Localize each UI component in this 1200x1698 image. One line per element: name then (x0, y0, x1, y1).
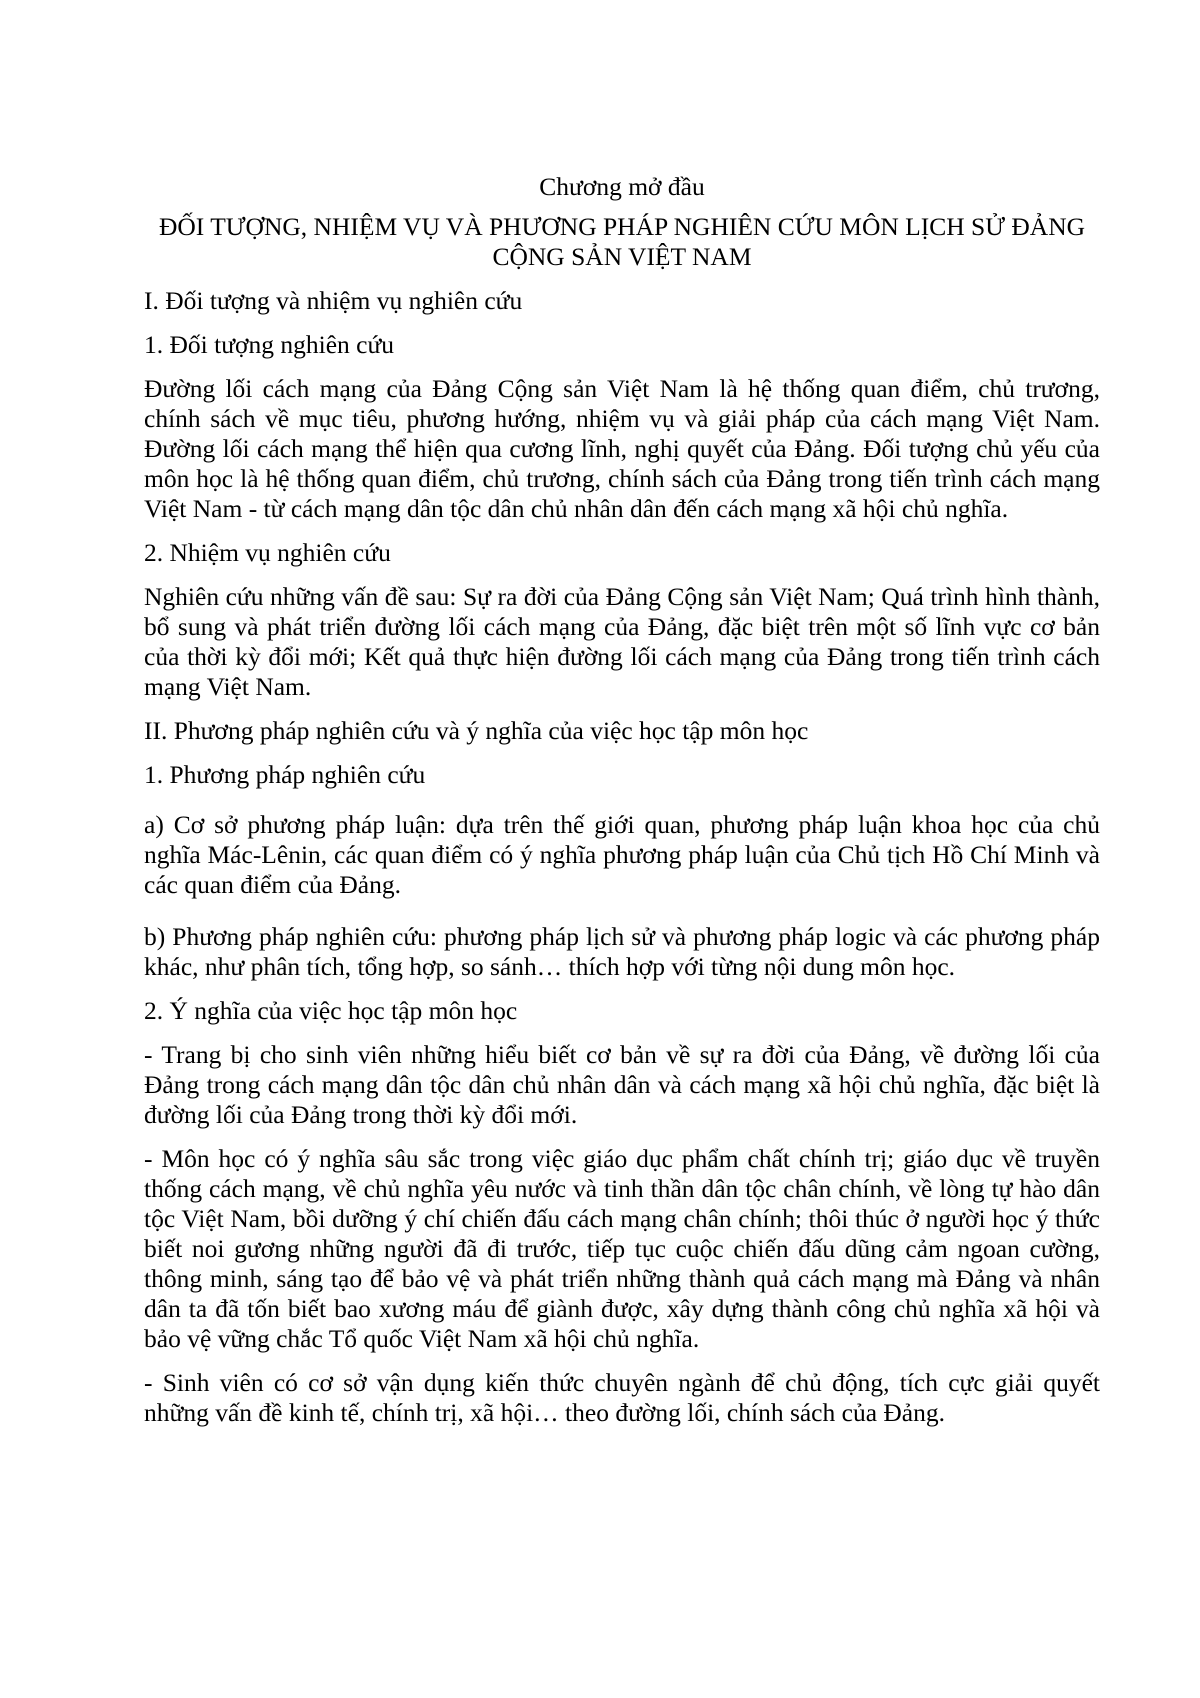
section-heading-methods-significance: II. Phương pháp nghiên cứu và ý nghĩa của việc học tập môn học (144, 716, 809, 745)
chapter-title-line-2: CỘNG SẢN VIỆT NAM (492, 242, 752, 271)
paragraph-significance-item-1: - Trang bị cho sinh viên những hiểu biết cơ bản về sự ra đời của Đảng, về đường lối của Đảng trong cách mạng dân tộc dân chủ nhân dân và cách mạng xã hội chủ nghĩa, đặc biệt là đường lối của Đảng trong thời kỳ đổi mới. (144, 1040, 1100, 1129)
subheading-research-tasks: 2. Nhiệm vụ nghiên cứu (144, 538, 391, 567)
subheading-study-significance: 2. Ý nghĩa của việc học tập môn học (144, 996, 518, 1025)
paragraph-methodology-basis: a) Cơ sở phương pháp luận: dựa trên thế giới quan, phương pháp luận khoa học của chủ nghĩa Mác-Lênin, các quan điểm có ý nghĩa phương pháp luận của Chủ tịch Hồ Chí Minh và các quan điểm của Đảng. (144, 810, 1100, 899)
paragraph-significance-item-3: - Sinh viên có cơ sở vận dụng kiến thức chuyên ngành để chủ động, tích cực giải quyết những vấn đề kinh tế, chính trị, xã hội… theo đường lối, chính sách của Đảng. (144, 1368, 1100, 1427)
chapter-label: Chương mở đầu (539, 172, 705, 201)
document-body (144, 172, 1100, 1442)
section-heading-objects-tasks: I. Đối tượng và nhiệm vụ nghiên cứu (144, 286, 523, 315)
paragraph-research-tasks: Nghiên cứu những vấn đề sau: Sự ra đời của Đảng Cộng sản Việt Nam; Quá trình hình thành, bổ sung và phát triển đường lối cách mạng của Đảng, đặc biệt trên một số lĩnh vực cơ bản của thời kỳ đổi mới; Kết quả thực hiện đường lối cách mạng của Đảng trong tiến trình cách mạng Việt Nam. (144, 582, 1100, 701)
chapter-title (144, 212, 1100, 272)
subheading-research-methods: 1. Phương pháp nghiên cứu (144, 760, 426, 789)
paragraph-research-object: Đường lối cách mạng của Đảng Cộng sản Việt Nam là hệ thống quan điểm, chủ trương, chính sách về mục tiêu, phương hướng, nhiệm vụ và giải pháp của cách mạng Việt Nam. Đường lối cách mạng thể hiện qua cương lĩnh, nghị quyết của Đảng. Đối tượng chủ yếu của môn học là hệ thống quan điểm, chủ trương, chính sách của Đảng trong tiến trình cách mạng Việt Nam - từ cách mạng dân tộc dân chủ nhân dân đến cách mạng xã hội chủ nghĩa. (144, 374, 1100, 523)
paragraph-research-methods: b) Phương pháp nghiên cứu: phương pháp lịch sử và phương pháp logic và các phương pháp khác, như phân tích, tổng hợp, so sánh… thích hợp với từng nội dung môn học. (144, 922, 1100, 981)
chapter-title-line-1: ĐỐI TƯỢNG, NHIỆM VỤ VÀ PHƯƠNG PHÁP NGHIÊN CỨU MÔN LỊCH SỬ ĐẢNG (158, 212, 1086, 241)
subheading-research-object: 1. Đối tượng nghiên cứu (144, 330, 395, 359)
paragraph-significance-item-2: - Môn học có ý nghĩa sâu sắc trong việc giáo dục phẩm chất chính trị; giáo dục về truyền thống cách mạng, về chủ nghĩa yêu nước và tinh thần dân tộc chân chính, về lòng tự hào dân tộc Việt Nam, bồi dưỡng ý chí chiến đấu cách mạng chân chính; thôi thúc ở người học ý thức biết noi gương những người đã đi trước, tiếp tục cuộc chiến đấu dũng cảm ngoan cường, thông minh, sáng tạo để bảo vệ và phát triển những thành quả cách mạng mà Đảng và nhân dân ta đã tốn biết bao xương máu để giành được, xây dựng thành công chủ nghĩa xã hội và bảo vệ vững chắc Tổ quốc Việt Nam xã hội chủ nghĩa. (144, 1144, 1100, 1353)
